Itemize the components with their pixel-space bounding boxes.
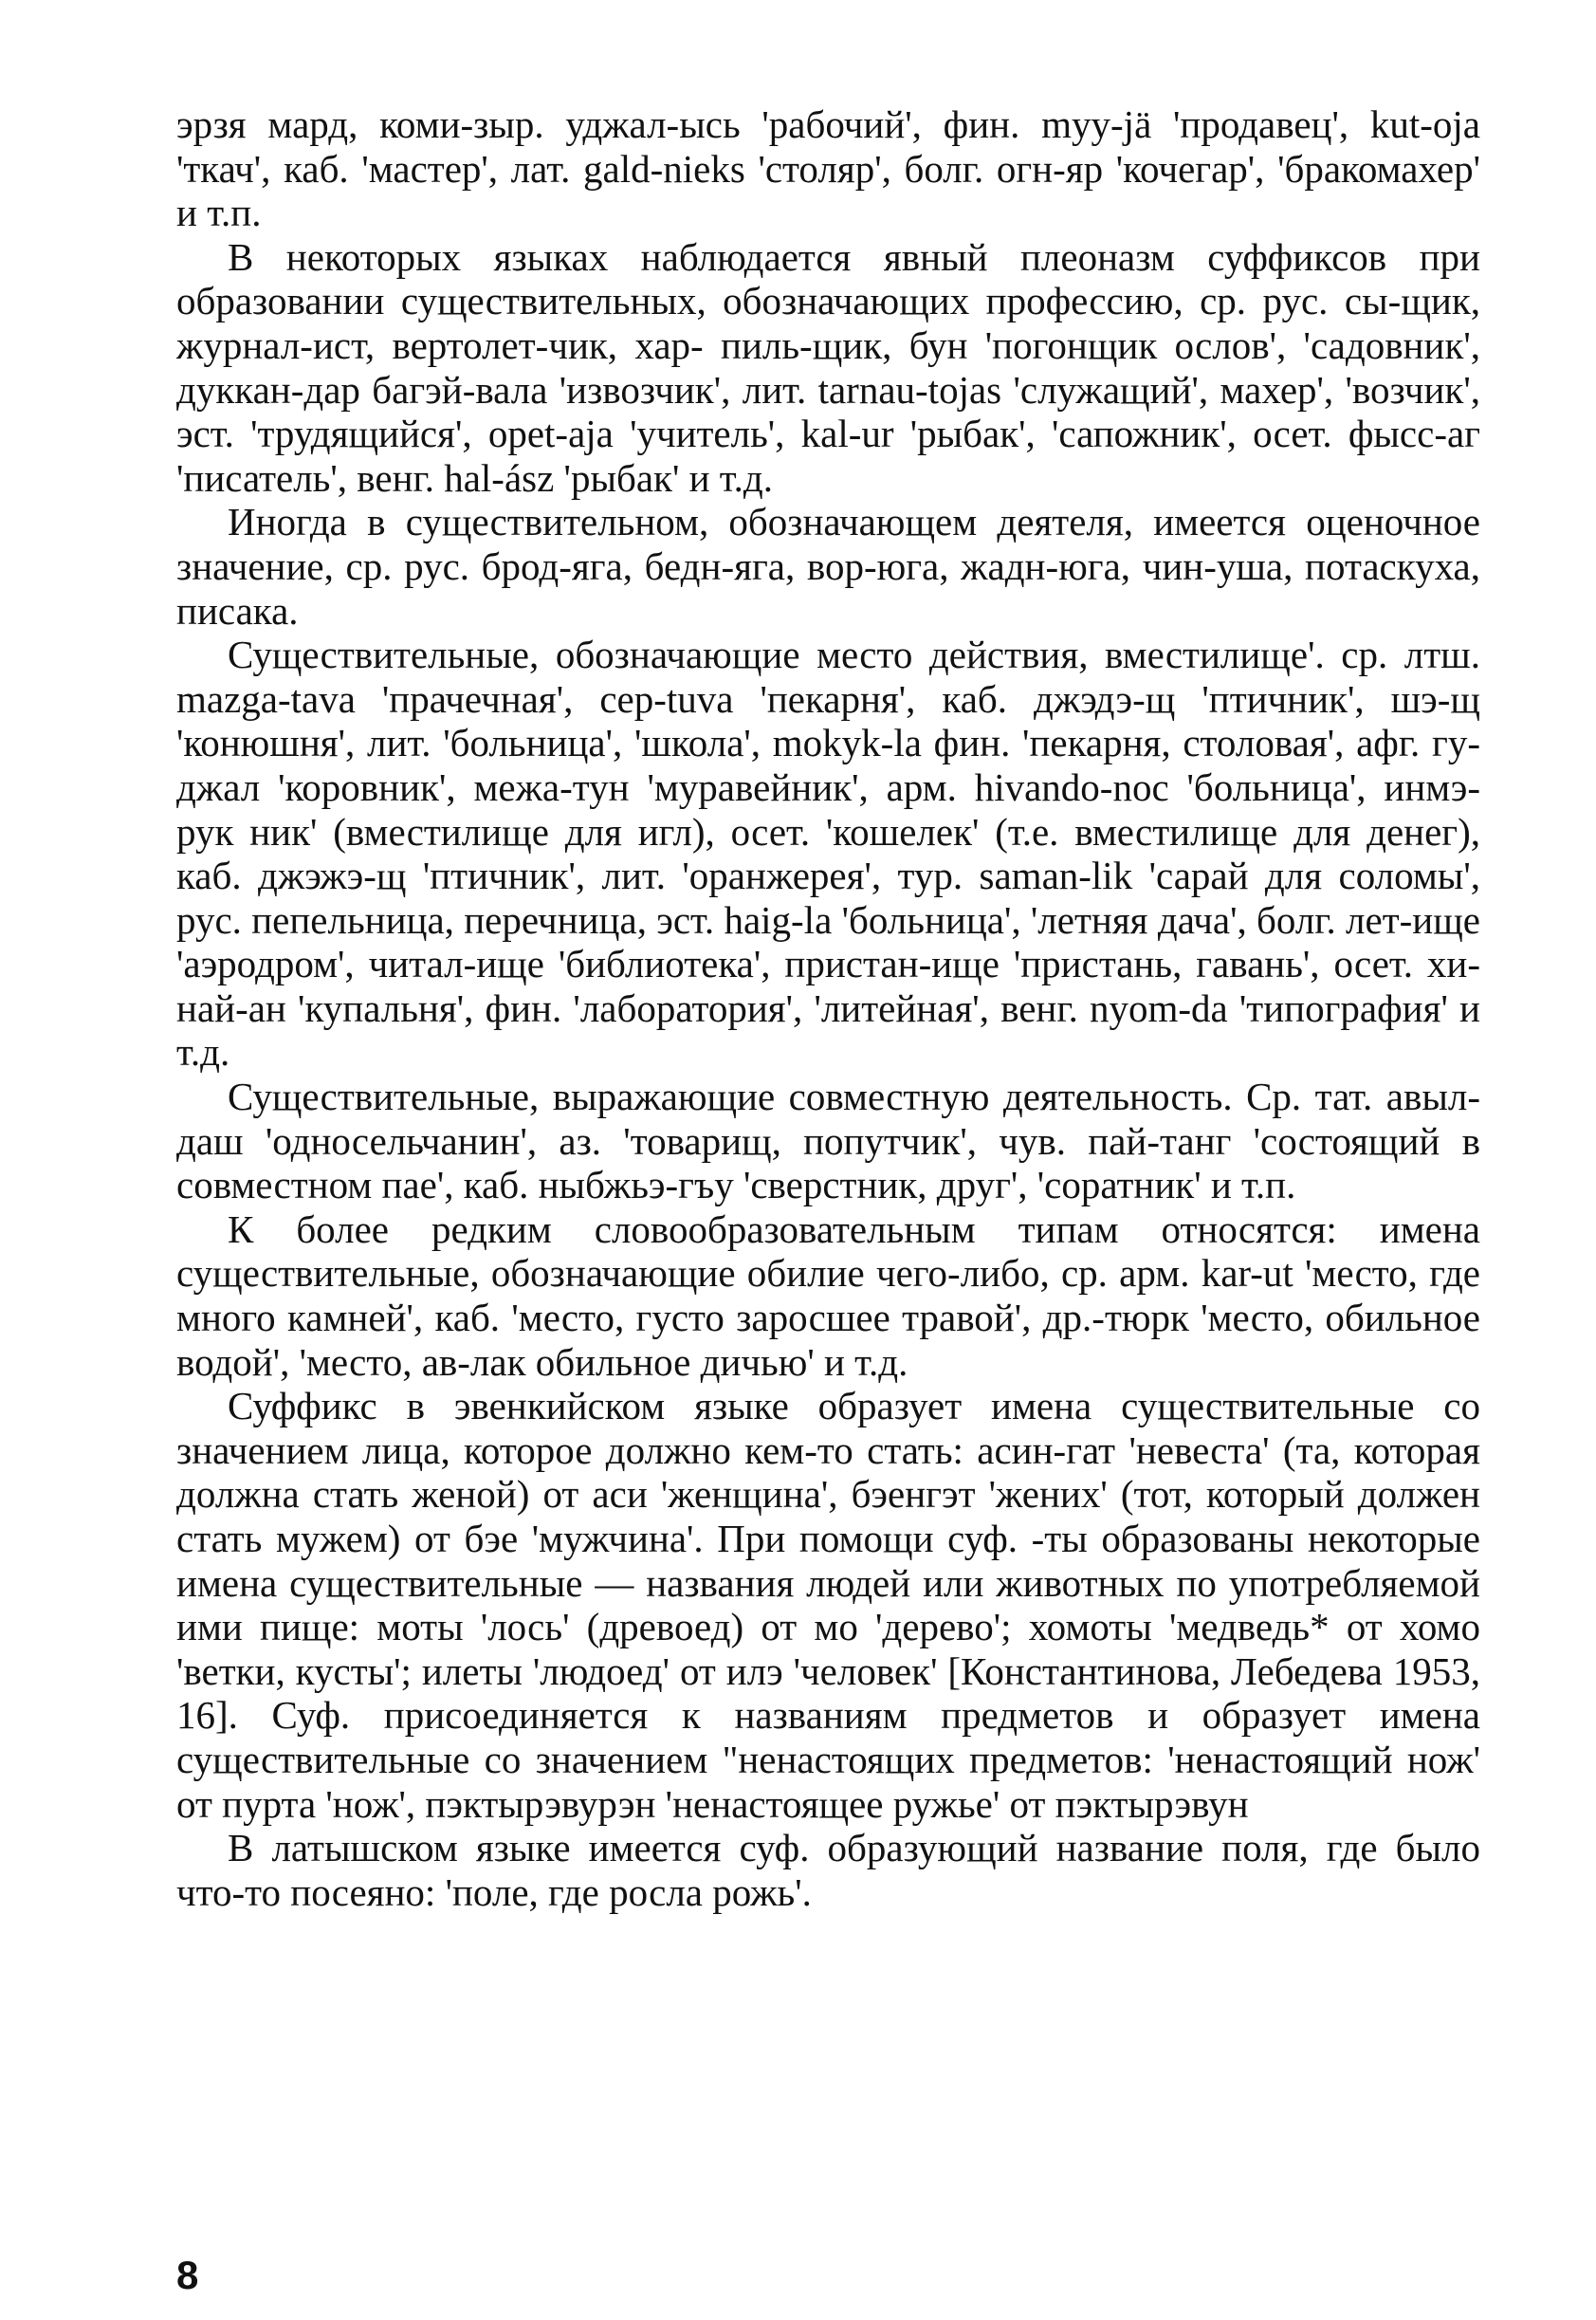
paragraph-place-nouns: Существительные, обозначающие место действия, вместилище'. ср. лтш. mazga-tava 'прачечная', cep-tuva 'пекарня', каб. джэдэ-щ 'птичник', шэ-щ 'конюшня', лит. 'больница', 'школа', mokyk-la фин. 'пекарня, столовая', афг. гу-джал 'коровник', межа-тун 'муравейник', арм. hivando-noc 'больница', инмэ-рук ник' (вместилище для игл), осет. 'кошелек' (т.е. вместилище для денег), каб. джэжэ-щ 'птичник', лит. 'оранжерея', тур. saman-lik 'сарай для соломы', рус. пепельница, перечница, эст. haig-la 'больница', 'летняя дача', болг. лет-ище 'аэродром', читал-ище 'библиотека', пристан-ище 'пристань, гавань', осет. хи-най-ан 'купальня', фин. 'лаборатория', 'литейная', венг. nyom-da 'типография' и т.д. xyxy=(176,633,1480,1075)
paragraph-suffix-pleonasm: В некоторых языках наблюдается явный плеоназм суффиксов при образовании существительных, обозначающих профессию, ср. рус. сы-щик, журнал-ист, вертолет-чик, хар- пиль-щик, бун 'погонщик ослов', 'садовник', дуккан-дар багэй-вала 'извозчик', лит. tarnau-tojas 'служащий', махер', 'возчик', эст. 'трудящийся', opet-aja 'учитель', kal-ur 'рыбак', 'сапожник', осет. фысс-аг 'писатель', венг. hal-ász 'рыбак' и т.д. xyxy=(176,234,1480,500)
document-page xyxy=(176,102,1480,1914)
paragraph-latvian-suffix: В латышском языке имеется суф. образующий название поля, где было что-то посеяно: 'поле, где росла рожь'. xyxy=(176,1826,1480,1914)
paragraph-abundance-nouns: К более редким словообразовательным типам относятся: имена существительные, обозначающие обилие чего-либо, ср. арм. kar-ut 'место, где много камней', каб. 'место, густо заросшее травой', др.-тюрк 'место, обильное водой', 'место, ав-лак обильное дичью' и т.д. xyxy=(176,1206,1480,1384)
page-number: 8 xyxy=(176,2253,199,2297)
paragraph-joint-activity: Существительные, выражающие совместную деятельность. Ср. тат. авыл-даш 'односельчанин', аз. 'товарищ, попутчик', чув. пай-танг 'состоящий в совместном пае', каб. ныбжьэ-гъу 'сверстник, друг', 'соратник' и т.п. xyxy=(176,1075,1480,1207)
paragraph-agent-nouns: эрзя мард, коми-зыр. уджал-ысь 'рабочий', фин. myy-jä 'продавец', kut-oja 'ткач', каб. 'мастер', лат. gald-nieks 'столяр', болг. огн-яр 'кочегар', 'бракомахер' и т.п. xyxy=(176,102,1480,235)
paragraph-evaluative-meaning: Иногда в существительном, обозначающем деятеля, имеется оценочное значение, ср. рус. брод-яга, бедн-яга, вор-юга, жадн-юга, чин-уша, потаскуха, писака. xyxy=(176,500,1480,633)
paragraph-evenki-suffixes: Суффикс в эвенкийском языке образует имена существительные со значением лица, которое должно кем-то стать: асин-гат 'невеста' (та, которая должна стать женой) от аси 'женщина', бэенгэт 'жених' (тот, который должен стать мужем) от бэе 'мужчина'. При помощи суф. -ты образованы некоторые имена существительные — названия людей или животных по употребляемой ими пище: моты 'лось' (древоед) от мо 'дерево'; хомоты 'медведь* от хомо 'ветки, кусты'; илеты 'людоед' от илэ 'человек' [Константинова, Лебедева 1953, 16]. Суф. присоединяется к названиям предметов и образует имена существительные со значением "ненастоящих предметов: 'ненастоящий нож' от пурта 'нож', пэктырэвурэн 'ненастоящее ружье' от пэктырэвун xyxy=(176,1384,1480,1826)
